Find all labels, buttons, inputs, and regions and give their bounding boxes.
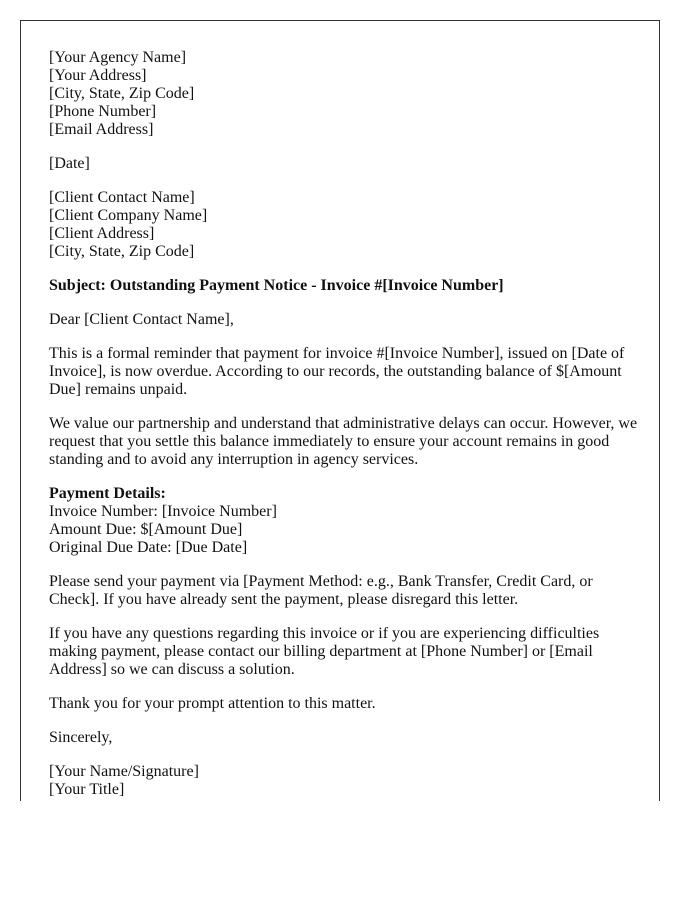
- sign-off-block: [49, 729, 639, 747]
- letter-date: [Date]: [49, 155, 90, 172]
- body-paragraph-1: [49, 345, 639, 399]
- sender-agency-name: [Your Agency Name]: [49, 49, 187, 66]
- body-paragraph-5: [49, 695, 639, 713]
- body-paragraph-3: [49, 573, 639, 609]
- date-block: [49, 155, 639, 173]
- salutation-block: [49, 311, 639, 329]
- sender-city-state-zip: [City, State, Zip Code]: [49, 85, 195, 102]
- sender-email: [Email Address]: [49, 121, 154, 138]
- signature-title: [Your Title]: [49, 781, 125, 798]
- body-paragraph-4: [49, 625, 639, 679]
- thank-you-text: Thank you for your prompt attention to this matter.: [49, 695, 376, 712]
- sender-address-block: [49, 49, 639, 139]
- sender-address: [Your Address]: [49, 67, 147, 84]
- recipient-company-name: [Client Company Name]: [49, 207, 208, 224]
- payment-details-block: [49, 485, 639, 557]
- questions-contact-text: If you have any questions regarding this invoice or if you are experiencing difficulties making payment, please contact our billing department at [Phone Number] or [Email Address] so we can discuss a solution.: [49, 625, 600, 678]
- signature-block: [49, 763, 639, 799]
- overdue-reminder-text: This is a formal reminder that payment for invoice #[Invoice Number], issued on [Date of Invoice], is now overdue. According to our records, the outstanding balance of $[Amount Due] remains unpaid.: [49, 345, 625, 398]
- payment-invoice-number: Invoice Number: [Invoice Number]: [49, 503, 277, 520]
- recipient-contact-name: [Client Contact Name]: [49, 189, 195, 206]
- payment-amount-due: Amount Due: $[Amount Due]: [49, 521, 243, 538]
- partnership-request-text: We value our partnership and understand that administrative delays can occur. However, we request that you settle this balance immediately to ensure your account remains in good standing and to avoid any interruption in agency services.: [49, 415, 638, 468]
- letter-page: [20, 20, 660, 801]
- recipient-address-block: [49, 189, 639, 261]
- sign-off: Sincerely,: [49, 729, 113, 746]
- sender-phone: [Phone Number]: [49, 103, 157, 120]
- payment-method-text: Please send your payment via [Payment Method: e.g., Bank Transfer, Credit Card, or Check]. If you have already sent the payment, please disregard this letter.: [49, 573, 593, 608]
- signature-name: [Your Name/Signature]: [49, 763, 199, 780]
- subject-line: Subject: Outstanding Payment Notice - Invoice #[Invoice Number]: [49, 277, 504, 294]
- payment-details-heading: Payment Details:: [49, 485, 166, 502]
- letter-content: [49, 49, 639, 801]
- subject-block: [49, 277, 639, 295]
- salutation: Dear [Client Contact Name],: [49, 311, 234, 328]
- body-paragraph-2: [49, 415, 639, 469]
- payment-original-due-date: Original Due Date: [Due Date]: [49, 539, 248, 556]
- recipient-city-state-zip: [City, State, Zip Code]: [49, 243, 195, 260]
- recipient-address: [Client Address]: [49, 225, 155, 242]
